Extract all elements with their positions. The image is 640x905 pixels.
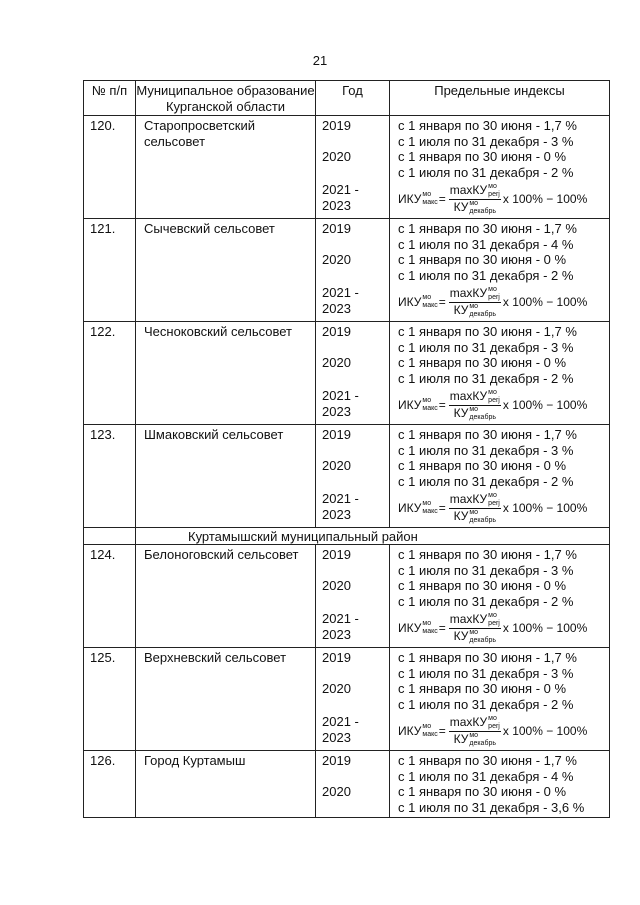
municipality-name: Шмаковский сельсовет [136,425,316,528]
formula-equals: = [438,621,446,635]
formula-den-sub: декабрь [469,739,496,747]
index-line: с 1 января по 30 июня - 0 % [398,149,567,164]
formula-tail: х 100% − 100% [502,621,588,635]
formula-num-sub: perj [488,190,500,198]
formula-den-sup: мо [469,628,479,636]
municipality-name: Город Куртамыш [136,751,316,818]
formula-equals: = [438,724,446,738]
table-row [84,425,610,528]
table-row [84,648,610,751]
formula-num-index [488,715,500,731]
formula-lhs-sub: макс [422,302,438,309]
index-line: с 1 января по 30 июня - 0 % [398,458,567,473]
index-line: с 1 января по 30 июня - 1,7 % [398,547,577,562]
formula-tail: х 100% − 100% [502,724,588,738]
index-line: с 1 января по 30 июня - 1,7 % [398,650,577,665]
index-line: с 1 июля по 31 декабря - 2 % [398,696,574,712]
index-line: с 1 июля по 31 декабря - 2 % [398,473,574,489]
year-2020: 2020 [322,252,351,267]
formula [398,182,609,216]
year-cell [316,545,390,648]
formula-lhs: ИКУ [398,398,422,412]
table-row [84,322,610,425]
indices-cell [390,425,610,528]
formula-den-sub: декабрь [469,310,496,318]
municipality-name: Белоноговский сельсовет [136,545,316,648]
formula-fraction [449,286,501,319]
formula-den-text: КУ [453,628,469,643]
year-2019: 2019 [322,221,351,236]
year-2019: 2019 [322,547,351,562]
indices-table [83,80,610,818]
row-number: 121. [84,219,136,322]
indices-cell [390,648,610,751]
formula-tail: х 100% − 100% [502,192,588,206]
index-line: с 1 января по 30 июня - 1,7 % [398,221,577,236]
formula-lhs: ИКУ [398,724,422,738]
year-cell [316,425,390,528]
formula-num-text: maxКУ [449,285,488,300]
year-cell [316,322,390,425]
formula-denominator [453,509,497,525]
formula-den-text: КУ [453,405,469,420]
formula-den-text: КУ [453,302,469,317]
formula-lhs: ИКУ [398,621,422,635]
formula-lhs-index [422,500,437,516]
header-year: Год [316,81,390,116]
formula-lhs-sup: мо [422,723,432,730]
index-line: с 1 июля по 31 декабря - 2 % [398,164,574,180]
formula-num-text: maxКУ [449,388,488,403]
formula-num-index [488,612,500,628]
index-line: с 1 июля по 31 декабря - 3 % [398,665,574,681]
formula-den-sub: декабрь [469,636,496,644]
table-row [84,219,610,322]
formula-num-index [488,389,500,405]
formula-den-index [469,629,496,645]
indices-cell [390,219,610,322]
index-line: с 1 июля по 31 декабря - 3,6 % [398,799,585,815]
year-cell [316,219,390,322]
year-2021-2023: 2021 - 2023 [322,611,359,642]
formula-num-text: maxКУ [449,182,488,197]
index-line: с 1 июля по 31 декабря - 4 % [398,236,574,252]
header-indices: Предельные индексы [390,81,610,116]
year-spacer [322,474,389,490]
formula-num-sub: perj [488,396,500,404]
year-spacer [322,237,389,253]
formula-num-sup: мо [488,285,497,293]
year-cell [316,751,390,818]
index-line: с 1 января по 30 июня - 0 % [398,681,567,696]
formula-lhs-sup: мо [422,294,432,301]
formula-num-sup: мо [488,182,497,190]
table-header-row [84,81,610,116]
row-number: 120. [84,116,136,219]
year-spacer [322,165,389,181]
formula-den-index [469,732,496,748]
formula-num-sup: мо [488,611,497,619]
formula-num-text: maxКУ [449,714,488,729]
formula-num-sub: perj [488,619,500,627]
year-spacer [322,443,389,459]
formula-tail: х 100% − 100% [502,398,588,412]
indices-cell [390,322,610,425]
year-2021-2023: 2021 - 2023 [322,714,359,745]
year-spacer [322,134,389,150]
index-line: с 1 января по 30 июня - 1,7 % [398,324,577,339]
header-municipality: Муниципальное образование Курганской области [136,81,316,116]
formula-tail: х 100% − 100% [502,295,588,309]
year-2020: 2020 [322,681,351,696]
year-2020: 2020 [322,578,351,593]
formula-lhs-index [422,191,437,207]
formula-numerator [449,492,501,509]
formula-equals: = [438,192,446,206]
year-cell [316,116,390,219]
formula-den-sub: декабрь [469,413,496,421]
formula-equals: = [438,501,446,515]
formula-lhs-index [422,723,437,739]
year-2020: 2020 [322,149,351,164]
formula-num-index [488,492,500,508]
formula-lhs-sub: макс [422,405,438,412]
district-name: Куртамышский муниципальный район [136,528,610,545]
index-line: с 1 января по 30 июня - 1,7 % [398,118,577,133]
year-spacer [322,340,389,356]
formula-equals: = [438,295,446,309]
formula-lhs: ИКУ [398,501,422,515]
formula-fraction [449,492,501,525]
formula-den-index [469,509,496,525]
table-row [84,545,610,648]
index-line: с 1 января по 30 июня - 0 % [398,578,567,593]
municipality-name: Сычевский сельсовет [136,219,316,322]
table-row [84,116,610,219]
year-2021-2023: 2021 - 2023 [322,491,359,522]
index-line: с 1 января по 30 июня - 0 % [398,355,567,370]
formula-den-sup: мо [469,508,479,516]
year-2020: 2020 [322,355,351,370]
year-2019: 2019 [322,753,351,768]
formula [398,285,609,319]
formula-numerator [449,389,501,406]
formula-lhs-index [422,397,437,413]
year-2019: 2019 [322,427,351,442]
index-line: с 1 июля по 31 декабря - 3 % [398,133,574,149]
year-spacer [322,697,389,713]
formula-den-text: КУ [453,731,469,746]
municipality-name: Чесноковский сельсовет [136,322,316,425]
formula-fraction [449,715,501,748]
index-line: с 1 января по 30 июня - 1,7 % [398,753,577,768]
formula-fraction [449,183,501,216]
year-2021-2023: 2021 - 2023 [322,388,359,419]
formula-den-sub: декабрь [469,516,496,524]
formula-den-text: КУ [453,199,469,214]
year-cell [316,648,390,751]
year-spacer [322,666,389,682]
index-line: с 1 июля по 31 декабря - 2 % [398,593,574,609]
index-line: с 1 июля по 31 декабря - 3 % [398,442,574,458]
formula-num-sup: мо [488,491,497,499]
index-line: с 1 января по 30 июня - 0 % [398,252,567,267]
year-2020: 2020 [322,458,351,473]
formula-lhs-sub: макс [422,508,438,515]
formula-equals: = [438,398,446,412]
year-2021-2023: 2021 - 2023 [322,285,359,316]
formula-den-text: КУ [453,508,469,523]
formula-den-index [469,406,496,422]
year-2021-2023: 2021 - 2023 [322,182,359,213]
formula-num-text: maxКУ [449,491,488,506]
year-spacer [322,371,389,387]
district-row [84,528,610,545]
index-line: с 1 июля по 31 декабря - 2 % [398,370,574,386]
formula-denominator [453,732,497,748]
header-num: № п/п [84,81,136,116]
index-line: с 1 января по 30 июня - 0 % [398,784,567,799]
formula-tail: х 100% − 100% [502,501,588,515]
row-number: 122. [84,322,136,425]
row-number: 126. [84,751,136,818]
formula-den-sub: декабрь [469,207,496,215]
formula-num-sup: мо [488,388,497,396]
year-spacer [322,268,389,284]
index-line: с 1 июля по 31 декабря - 4 % [398,768,574,784]
formula-den-sup: мо [469,302,479,310]
formula-numerator [449,612,501,629]
formula-lhs-sup: мо [422,620,432,627]
formula-numerator [449,715,501,732]
municipality-name: Верхневский сельсовет [136,648,316,751]
row-number: 125. [84,648,136,751]
year-2020: 2020 [322,784,351,799]
formula-numerator [449,286,501,303]
formula-num-sup: мо [488,714,497,722]
district-num-cell [84,528,136,545]
formula-lhs: ИКУ [398,192,422,206]
row-number: 123. [84,425,136,528]
year-2019: 2019 [322,324,351,339]
table-row [84,751,610,818]
index-line: с 1 июля по 31 декабря - 3 % [398,562,574,578]
formula-num-index [488,286,500,302]
index-line: с 1 июля по 31 декабря - 3 % [398,339,574,355]
indices-cell [390,116,610,219]
row-number: 124. [84,545,136,648]
formula-lhs-sup: мо [422,397,432,404]
formula-den-sup: мо [469,199,479,207]
formula-denominator [453,406,497,422]
formula-lhs-sub: макс [422,199,438,206]
index-line: с 1 января по 30 июня - 1,7 % [398,427,577,442]
formula-numerator [449,183,501,200]
formula-denominator [453,200,497,216]
formula-den-index [469,303,496,319]
formula-num-sub: perj [488,722,500,730]
formula-num-sub: perj [488,499,500,507]
formula-fraction [449,389,501,422]
index-line: с 1 июля по 31 декабря - 2 % [398,267,574,283]
formula-lhs-sub: макс [422,628,438,635]
year-2019: 2019 [322,650,351,665]
formula-num-index [488,183,500,199]
formula-num-sub: perj [488,293,500,301]
formula [398,714,609,748]
year-spacer [322,769,389,785]
formula-den-sup: мо [469,731,479,739]
formula-denominator [453,303,497,319]
indices-cell [390,751,610,818]
year-spacer [322,594,389,610]
formula-denominator [453,629,497,645]
indices-cell [390,545,610,648]
formula-lhs: ИКУ [398,295,422,309]
formula-fraction [449,612,501,645]
formula [398,388,609,422]
year-2019: 2019 [322,118,351,133]
formula-lhs-sup: мо [422,500,432,507]
formula [398,491,609,525]
municipality-name: Старопросветский сельсовет [136,116,316,219]
formula-lhs-sub: макс [422,731,438,738]
formula [398,611,609,645]
formula-den-index [469,200,496,216]
formula-num-text: maxКУ [449,611,488,626]
formula-lhs-index [422,294,437,310]
formula-den-sup: мо [469,405,479,413]
page-number: 21 [312,53,328,68]
formula-lhs-sup: мо [422,191,432,198]
year-spacer [322,563,389,579]
formula-lhs-index [422,620,437,636]
